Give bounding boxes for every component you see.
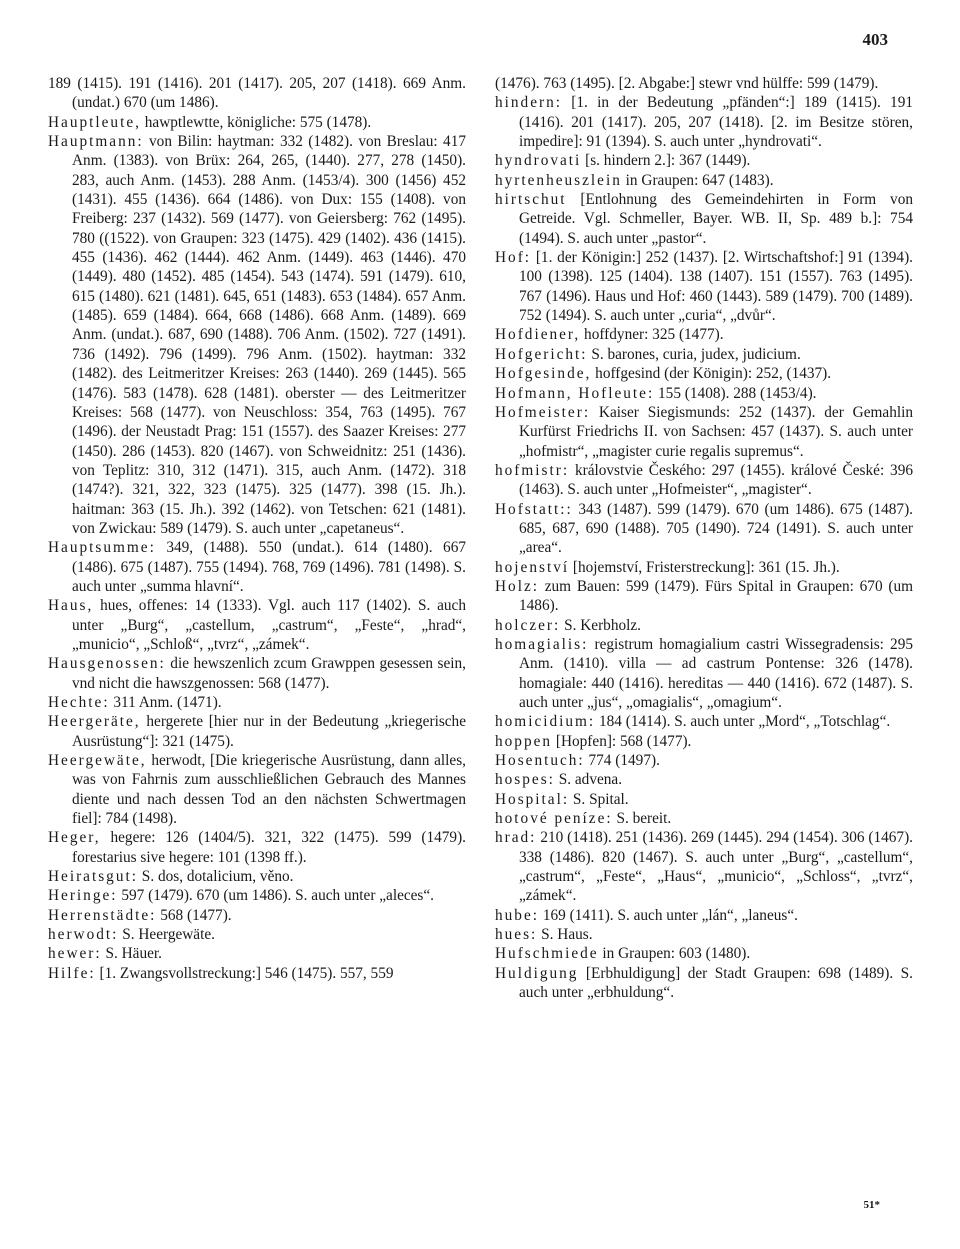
entry-headword: Heringe: [48,887,118,905]
entry-headword: Hofgesinde, [495,365,592,383]
entry-headword: Hilfe: [48,964,96,982]
entry-headword: Hofstatt:: [495,500,573,518]
entry-text: 568 (1477). [156,906,232,924]
index-entry [495,809,913,828]
entry-text: [1. der Königin:] 252 (1437). [2. Wirtschaftshof:] 91 (1394). 100 (1398). 125 (1404). 138 (1407). 151 (1557). 763 (1495). 767 (1496). Haus und Hof: 460 (1443). 589 (1479). 700 (1489). 752 (1494). S. auch unter „curia“, „dvůr“. [519,249,913,325]
index-entry [495,461,913,500]
entry-headword: herwodt: [48,926,119,944]
entry-headword: Holz: [495,577,539,595]
entry-headword: Hof: [495,249,532,267]
entry-headword: Hosentuch: [495,752,585,770]
entry-text: hues, offenes: 14 (1333). Vgl. auch 117 (1402). S. auch unter „Burg“, „castellum, „castrum“, „Feste“, „hrad“, „municio“, „Schloß“, „tvrz“, „zámek“. [72,597,466,653]
entry-headword: hofmistr: [495,461,570,479]
entry-headword: Herrenstädte: [48,906,157,924]
entry-text: Kaiser Siegismunds: 252 (1437). der Gemahlin Kurfürst Friedrichs II. von Sachsen: 457 (1437). S. auch unter „hofmistr“, „magister curie regalis supremus“. [519,403,913,460]
index-entry [495,93,913,151]
entry-text: [Entlohnung des Gemeindehirten in Form von Getreide. Vgl. Schmeller, Bayer. WB. II, Sp. 489 b.]: 754 (1494). S. auch unter „pastor“. [519,191,913,247]
index-entry [495,577,913,616]
index-entry [495,190,913,248]
entry-text: S. dos, dotalicium, věno. [137,868,294,886]
index-entry [495,732,913,751]
entry-headword: Hofmeister: [495,403,591,421]
entry-headword: hirtschut [495,191,567,209]
entry-text: 189 (1415). 191 (1416). 201 (1417). 205, 207 (1418). 669 Anm. (undat.) 670 (um 1486). [48,75,466,112]
entry-headword: hyrtenheuszlein [495,171,622,189]
page-number: 403 [862,30,888,49]
entry-text: S. Heergewäte. [118,926,215,944]
index-entry [48,113,466,132]
entry-headword: Hofdiener, [495,326,581,344]
entry-headword: hindern: [495,94,562,112]
entry-headword: hues: [495,926,538,944]
entry-text: in Graupen: 647 (1483). [621,171,774,189]
entry-text: hoffdyner: 325 (1477). [580,326,724,344]
entry-text: [Hopfen]: 568 (1477). [552,732,692,750]
entry-headword: Hufschmiede [495,945,599,963]
index-entry [48,751,466,828]
index-entry [495,345,913,364]
entry-text: S. bereit. [612,810,672,828]
index-entry [495,325,913,344]
entry-text: 184 (1414). S. auch unter „Mord“, „Totschlag“. [595,713,891,731]
entry-headword: hojenství [495,558,570,576]
entry-headword: holczer: [495,616,561,634]
index-entry [495,616,913,635]
entry-text: [1. Zwangsvollstreckung:] 546 (1475). 557, 559 [95,964,394,982]
index-entry [495,712,913,731]
entry-headword: hyndrovati [495,152,582,170]
entry-headword: Hausgenossen: [48,655,166,673]
printer-signature: 51* [863,1199,880,1211]
index-entry [495,906,913,925]
entry-text: [s. hindern 2.]: 367 (1449). [581,152,751,170]
entry-headword: Hospital: [495,790,570,808]
entry-text: hoffgesind (der Königin): 252, (1437). [591,365,832,383]
entry-headword: Hauptleute, [48,113,141,131]
entry-text: [Erbhuldigung] der Stadt Graupen: 698 (1489). S. auch unter „erbhuldung“. [519,964,913,1002]
entry-text: 343 (1487). 599 (1479). 670 (um 1486). 675 (1487). 685, 687, 690 (1488). 705 (1490). 724 (1491). S. auch unter „area“. [519,500,913,557]
entry-text: 311 Anm. (1471). [109,694,222,711]
index-entry [495,964,913,1003]
entry-text: 210 (1418). 251 (1436). 269 (1445). 294 (1454). 306 (1467). 338 (1486). 820 (1467). S. auch unter „Burg“, „castellum“, „castrum“, „Feste“, „Haus“, „municio“, „Schloss“, „tvrz“, „zámek“. [519,829,913,905]
index-entry [495,74,913,93]
index-entry [495,500,913,558]
entry-text: 155 (1408). 288 (1453/4). [654,384,817,402]
entry-headword: Heger, [48,829,101,847]
index-entry [495,790,913,809]
entry-headword: Heergewäte, [48,752,147,770]
index-entry [48,654,466,693]
entry-headword: hoppen [495,732,553,750]
index-entry [48,538,466,596]
entry-text: 597 (1479). 670 (um 1486). S. auch unter „aleces“. [117,887,435,905]
entry-text: hawptlewtte, königliche: 575 (1478). [140,113,372,131]
index-entry [48,132,466,538]
index-entry [48,693,466,712]
entry-headword: Hofgericht: [495,345,588,363]
entry-text: S. advena. [554,771,623,789]
entry-headword: Huldigung [495,964,579,982]
entry-text: 774 (1497). [584,752,660,770]
index-entry [48,886,466,905]
index-entry [48,964,466,983]
entry-text: registrum homagialium castri Wissegradensis: 295 Anm. (1410). villa — ad castrum Pontense: 326 (1478). homagiale: 440 (1416). hereditas — 440 (1416). 672 (1487). S. auch unter „jus“, „omagialis“, „omagium“. [519,635,913,711]
entry-text: S. barones, curia, judex, judicium. [587,345,801,363]
index-entry [495,751,913,770]
left-column [48,74,466,983]
index-entry [48,74,466,113]
entry-headword: Hofmann, Hofleute: [495,384,655,402]
index-entry [48,828,466,867]
entry-text: die hewszenlich zcum Grawppen gesessen sein, vnd nicht die hawszgenossen: 568 (1477). [72,655,466,692]
entry-text: 349, (1488). 550 (undat.). 614 (1480). 667 (1486). 675 (1487). 755 (1494). 768, 769 (1496). 781 (1498). S. auch unter „summa hlavní“. [72,539,466,595]
entry-text: in Graupen: 603 (1480). [598,945,751,963]
entry-headword: hrad: [495,829,537,847]
entry-text: von Bilin: haytman: 332 (1482). von Breslau: 417 Anm. (1383). von Brüx: 264, 265, (1440). 277, 278 (1450). 283, auch Anm. (1453). 288 Anm. (1453/4). 300 (1456) 452 (1431). 455 (1436). 664 (1486). von Dux: 155 (1408). von Freiberg: 237 (1432). 569 (1477). von Geiersberg: 762 (1495). 780 ((1522). von Graupen: 323 (1475). 429 (1402). 436 (1415). 455 (1436). 462 (1444). 462 Anm. (1449). 463 (1446). 470 (1449). 480 (1452). 485 (1454). 543 (1474). 591 (1479). 610, 615 (1480). 621 (1481). 645, 651 (1483). 653 (1484). 657 Anm. (1485). 659 (1484). 664, 668 (1486). 668 Anm. (1489). 669 Anm. (undat.). 687, 690 (1488). 706 Anm. (1502). 727 (1491). 736 (1492). 796 (1499). 796 Anm. (1502). haytman: 332 (1482). des Leitmeritzer Kreises: 263 (1440). 269 (1445). 565 (1476). 583 (1478). 628 (1481). oberster — des Leitmeritzer Kreises: 568 (1477). von Neuschloss: 354, 763 (1495). 767 (1496). der Neustadt Prag: 151 (1557). des Saazer Kreises: 277 (1450). 286 (1453). 820 (1467). von Schweidnitz: 251 (1436). von Teplitz: 310, 312 (1471). 315, auch Anm. (1472). 318 (1474?). 321, 322, 323 (1475). 325 (1477). 398 (15. Jh.). haitman: 363 (15. Jh.). 392 (1462). von Tetschen: 621 (1481). von Zwickau: 589 (1479). S. auch unter „capetaneus“. [72,133,466,537]
entry-headword: Hauptmann: [48,133,144,151]
entry-text: zum Bauen: 599 (1479). Fürs Spital in Graupen: 670 (um 1486). [519,577,913,615]
index-entry [495,364,913,383]
entry-headword: hube: [495,906,539,924]
entry-headword: hewer: [48,945,102,963]
index-entry [48,925,466,944]
entry-text: 169 (1411). S. auch unter „lán“, „laneus“. [539,906,798,924]
index-entry [495,403,913,461]
index-entry [48,944,466,963]
entry-text: (1476). 763 (1495). [2. Abgabe:] stewr vnd hülffe: 599 (1479). [495,75,879,92]
index-entry [495,828,913,905]
index-entry [495,635,913,712]
index-entry [48,596,466,654]
index-entry [495,171,913,190]
entry-text: herwodt, [Die kriegerische Ausrüstung, dann alles, was von Fahrnis zum ausschließlichen Gebrauch des Mannes diente und nach dessen Tod an den nächsten Schwertmagen fiel]: 784 (1498). [72,752,466,828]
entry-text: S. Haus. [537,926,593,944]
entry-text: S. Kerbholz. [560,616,641,634]
index-entry [495,248,913,325]
index-entry [495,384,913,403]
entry-text: [1. in der Bedeutung „pfänden“:] 189 (1415). 191 (1416). 201 (1417). 205, 207 (1418). [2. im Besitze stören, impedire]: 91 (1394). S. auch unter „hyndrovati“. [519,94,913,151]
entry-headword: Heergeräte, [48,713,141,731]
index-entry [495,558,913,577]
entry-text: [hojemství, Fristerstreckung]: 361 (15. Jh.). [569,558,840,576]
index-entry [495,925,913,944]
entry-text: hergerete [hier nur in der Bedeutung „kriegerische Ausrüstung“]: 321 (1475). [72,713,466,750]
entry-text: královstvie Českého: 297 (1455). králové České: 396 (1463). S. auch unter „Hofmeister“, „magister“. [519,461,913,499]
entry-headword: Heiratsgut: [48,868,138,886]
entry-text: S. Häuer. [101,945,162,963]
entry-text: hegere: 126 (1404/5). 321, 322 (1475). 599 (1479). forestarius sive hegere: 101 (1398 ff.). [72,829,466,866]
entry-headword: Hechte: [48,694,110,711]
entry-headword: hotové peníze: [495,810,613,828]
entry-headword: Haus, [48,597,94,615]
index-entry [495,944,913,963]
right-column [495,74,913,1003]
entry-headword: homagialis: [495,635,589,653]
index-entry [48,712,466,751]
index-entry [495,770,913,789]
index-entry [48,906,466,925]
entry-headword: Hauptsumme: [48,539,156,557]
entry-headword: homicidium: [495,713,596,731]
index-entry [48,867,466,886]
entry-text: S. Spital. [569,790,629,808]
index-entry [495,151,913,170]
entry-headword: hospes: [495,771,555,789]
